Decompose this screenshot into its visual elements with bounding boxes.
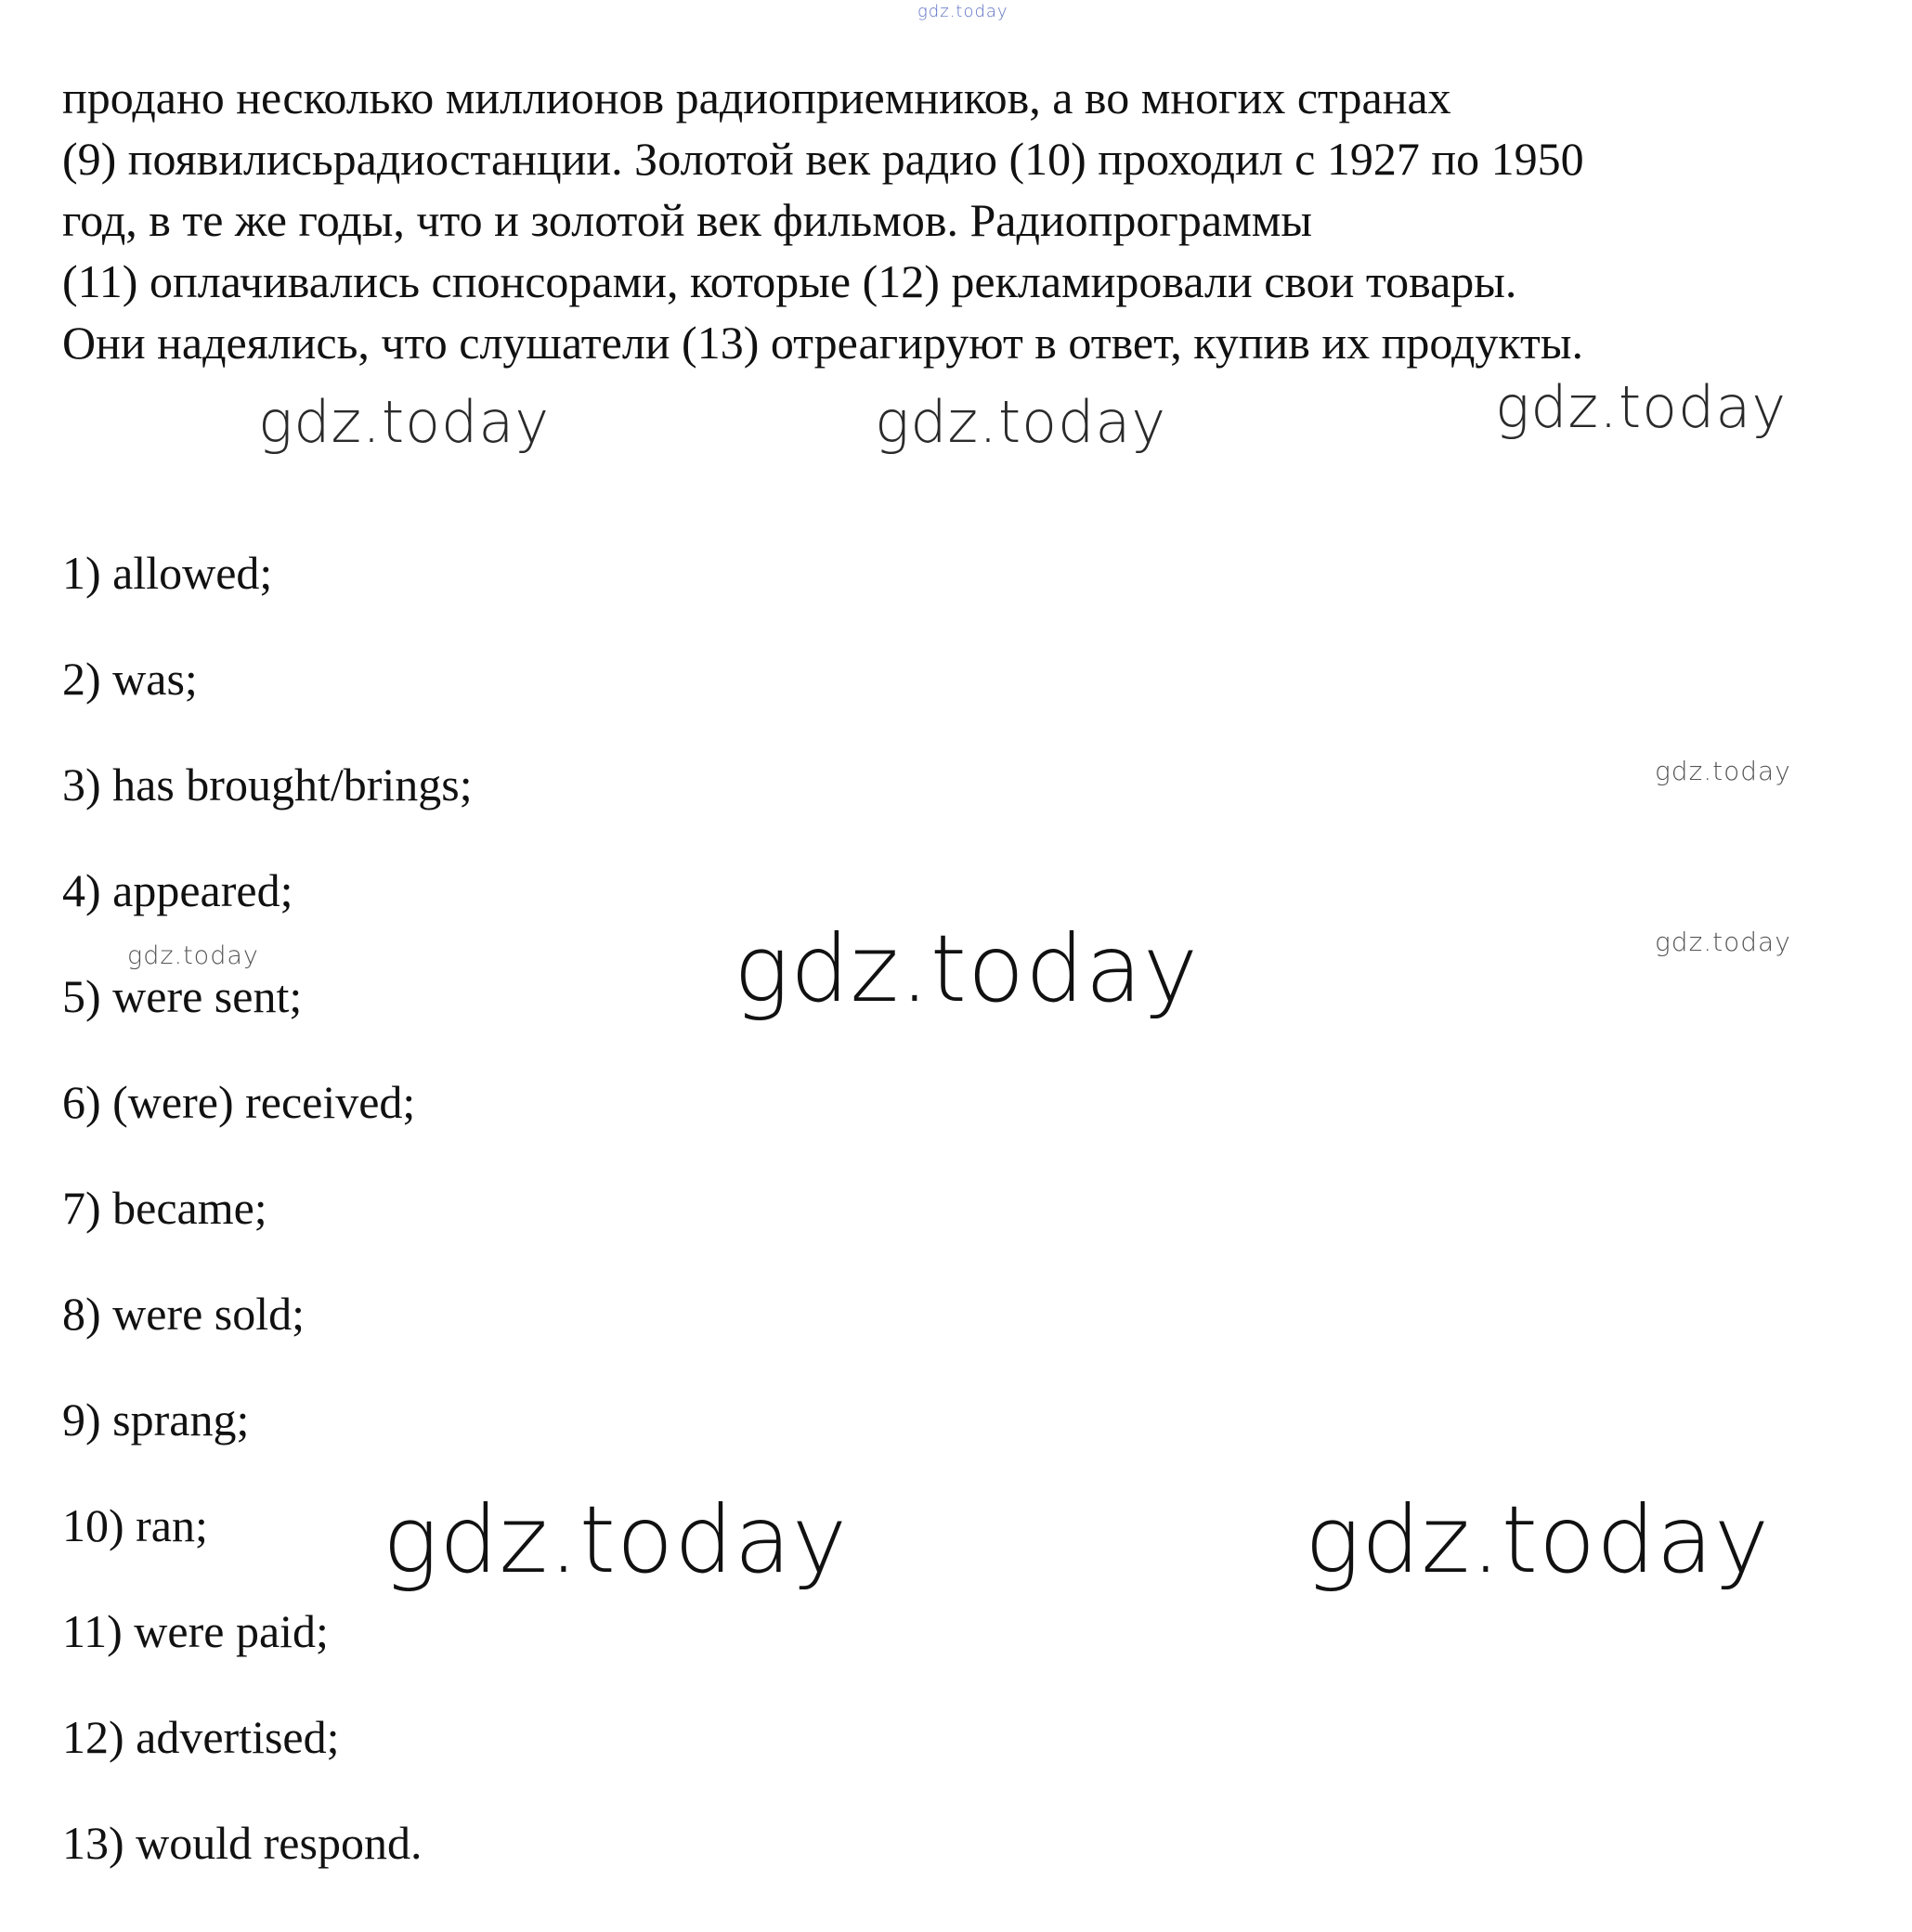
watermark-text: gdz.today <box>258 388 551 456</box>
watermark-text: gdz.today <box>383 1485 849 1594</box>
answer-item: 13) would respond. <box>62 1817 423 1869</box>
answer-item: 8) were sold; <box>62 1288 306 1340</box>
watermark-text: gdz.today <box>1495 373 1788 441</box>
paragraph-line: год, в те же годы, что и золотой век фильмов. Радиопрограммы <box>62 194 1312 246</box>
watermark-text: gdz.today <box>875 388 1167 456</box>
answer-item: 3) has brought/brings; <box>62 759 473 810</box>
answer-item: 12) advertised; <box>62 1711 340 1763</box>
paragraph-line: продано несколько миллионов радиоприемников, а во многих странах <box>62 71 1451 123</box>
watermark-text: gdz.today <box>1305 1485 1771 1594</box>
answer-item: 2) was; <box>62 653 198 705</box>
answer-item: 9) sprang; <box>62 1394 250 1446</box>
answer-item: 1) allowed; <box>62 547 273 599</box>
paragraph-line: (9) появилисьрадиостанции. Золотой век радио (10) проходил с 1927 по 1950 <box>62 133 1584 185</box>
answer-list <box>62 520 473 1896</box>
answer-item: 5) were sent; <box>62 970 303 1022</box>
paragraph-line: Они надеялись, что слушатели (13) отреагируют в ответ, купив их продукты. <box>62 317 1583 369</box>
watermark-text: gdz.today <box>734 914 1200 1023</box>
watermark-text: gdz.today <box>917 2 1008 21</box>
watermark-text: gdz.today <box>1655 927 1791 957</box>
answer-item: 11) were paid; <box>62 1605 329 1657</box>
paragraph-line: (11) оплачивались спонсорами, которые (12) рекламировали свои товары. <box>62 255 1517 307</box>
watermark-text: gdz.today <box>1655 756 1791 786</box>
text-paragraph <box>62 67 1882 373</box>
answer-item: 6) (were) received; <box>62 1076 416 1128</box>
watermark-text: gdz.today <box>127 941 259 970</box>
answer-item: 4) appeared; <box>62 864 293 916</box>
answer-item: 10) ran; <box>62 1499 208 1551</box>
answer-item: 7) became; <box>62 1182 267 1234</box>
